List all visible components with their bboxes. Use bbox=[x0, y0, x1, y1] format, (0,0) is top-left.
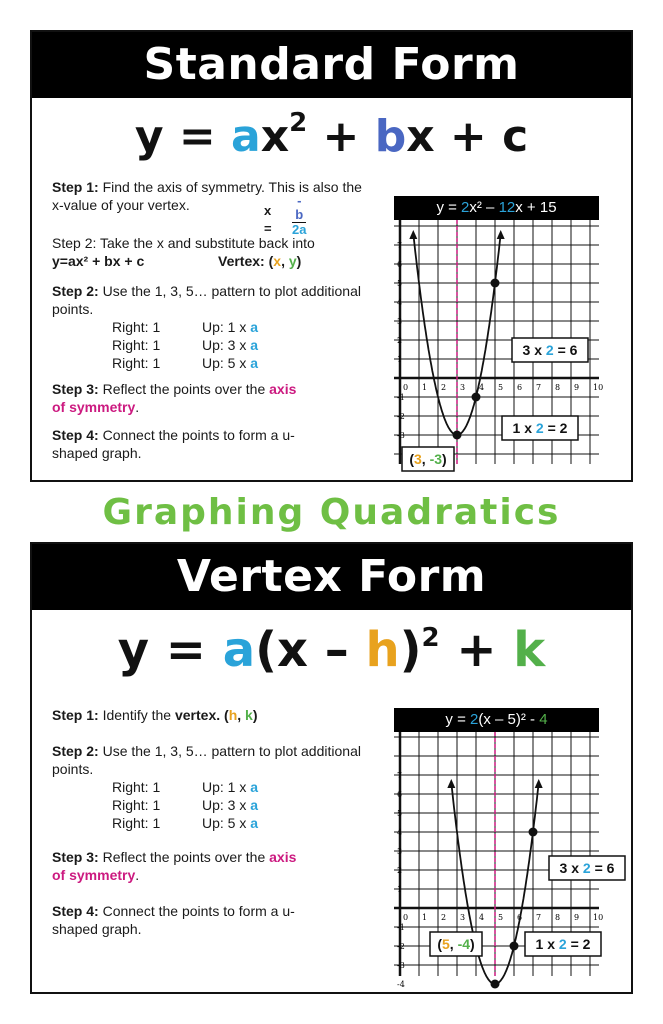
y-tick-label: 7 bbox=[397, 771, 403, 780]
aos-fraction: $\frac{-b}{2a}$ bbox=[292, 193, 307, 237]
annotation-step-1 bbox=[525, 932, 601, 956]
plotted-point bbox=[529, 828, 538, 837]
step3: Step 3: Reflect the points over the axis of symmetry. bbox=[52, 849, 297, 883]
y-tick-label: 1 bbox=[397, 885, 403, 894]
annotation-step-3-text: 3 x 2 = 6 bbox=[559, 860, 615, 876]
x-tick-label: 1 bbox=[422, 383, 428, 392]
y-tick-label: 3 bbox=[397, 317, 403, 326]
x-tick-label: 8 bbox=[555, 383, 561, 392]
y-tick-label: -3 bbox=[397, 961, 405, 970]
annotation-step-3-text: 3 x 2 = 6 bbox=[522, 342, 578, 358]
plotted-point bbox=[491, 980, 500, 989]
pattern-row: Right: 1 Up: 3 x a bbox=[112, 337, 259, 353]
pattern-row: Right: 1 Up: 5 x a bbox=[112, 815, 259, 831]
y-tick-label: -1 bbox=[397, 393, 405, 402]
aos-lhs: x = bbox=[264, 203, 272, 236]
step4: Step 4: Connect the points to form a u-shaped graph. bbox=[52, 903, 295, 937]
x-tick-label: 6 bbox=[517, 383, 523, 392]
pattern-list bbox=[112, 778, 259, 832]
x-tick-label: 10 bbox=[593, 913, 604, 922]
y-tick-label: 5 bbox=[397, 279, 403, 288]
y-tick-label: 2 bbox=[397, 336, 403, 345]
x-tick-label: 6 bbox=[517, 913, 523, 922]
x-tick-label: 1 bbox=[422, 913, 428, 922]
standard-graph bbox=[394, 220, 604, 467]
x-tick-label: 8 bbox=[555, 913, 561, 922]
x-tick-label: 2 bbox=[441, 913, 447, 922]
x-tick-label: 7 bbox=[536, 383, 542, 392]
y-tick-label: 1 bbox=[397, 355, 403, 364]
annotation-step-1-text: 1 x 2 = 2 bbox=[535, 936, 591, 952]
x-tick-label: 5 bbox=[498, 383, 504, 392]
y-tick-label: 4 bbox=[397, 828, 403, 837]
y-tick-label: -3 bbox=[397, 431, 405, 440]
y-tick-label: 3 bbox=[397, 847, 403, 856]
y-tick-label: 4 bbox=[397, 298, 403, 307]
pattern-row: Right: 1 Up: 3 x a bbox=[112, 797, 259, 813]
x-tick-label: 0 bbox=[403, 383, 409, 392]
y-tick-label: 7 bbox=[397, 241, 403, 250]
pattern-row: Right: 1 Up: 5 x a bbox=[112, 355, 259, 371]
vertex-form-card bbox=[30, 542, 633, 994]
vertex-graph bbox=[394, 732, 615, 989]
annotation-step-3 bbox=[512, 338, 588, 362]
x-tick-label: 2 bbox=[441, 383, 447, 392]
y-tick-label: -1 bbox=[397, 923, 405, 932]
step1: Step 1: Identify the vertex. (h, k) bbox=[52, 707, 258, 723]
plotted-point bbox=[453, 431, 462, 440]
x-tick-label: 10 bbox=[593, 383, 604, 392]
arrow-tip bbox=[497, 230, 505, 239]
y-tick-label: -4 bbox=[397, 980, 405, 989]
x-tick-label: 9 bbox=[574, 383, 580, 392]
y-tick-label: 5 bbox=[397, 809, 403, 818]
x-tick-label: 4 bbox=[479, 383, 485, 392]
annotation-step-1 bbox=[502, 416, 578, 440]
annotation-step-1-text: 1 x 2 = 2 bbox=[512, 420, 568, 436]
step3: Step 3: Reflect the points over the axis of symmetry. bbox=[52, 381, 297, 415]
vertex-label-text: (3, -3) bbox=[409, 451, 447, 467]
x-tick-label: 4 bbox=[479, 913, 485, 922]
plotted-point bbox=[472, 393, 481, 402]
x-tick-label: 9 bbox=[574, 913, 580, 922]
vertex-label bbox=[430, 932, 482, 956]
step1: Step 1: Find the axis of symmetry. This is also the x-value of your vertex. bbox=[52, 179, 362, 213]
vertex-form-formula: y = a(x – h)$^2$ + k bbox=[117, 622, 546, 678]
arrow-tip bbox=[535, 779, 543, 788]
step2: Step 2: Use the 1, 3, 5… pattern to plot additional points. bbox=[52, 283, 361, 317]
standard-form-formula: $y = ax^2$ + bx + c bbox=[134, 108, 529, 162]
arrow-tip bbox=[409, 230, 417, 239]
vertex-form-banner: Vertex Form bbox=[32, 544, 631, 610]
x-tick-label: 3 bbox=[460, 913, 466, 922]
pattern-row: Right: 1 Up: 1 x a bbox=[112, 779, 259, 795]
y-tick-label: -2 bbox=[397, 412, 405, 421]
vertex-label-text: (5, -4) bbox=[437, 936, 475, 952]
plotted-point bbox=[510, 942, 519, 951]
x-tick-label: 5 bbox=[498, 913, 504, 922]
standard-form-card bbox=[30, 30, 633, 482]
graphing-quadratics-title: Graphing Quadratics bbox=[102, 492, 561, 533]
plotted-point bbox=[491, 279, 500, 288]
annotation-step-3 bbox=[549, 856, 625, 880]
pattern-row: Right: 1 Up: 1 x a bbox=[112, 319, 259, 335]
standard-form-banner: Standard Form bbox=[32, 32, 631, 98]
y-tick-label: 6 bbox=[397, 790, 403, 799]
x-tick-label: 3 bbox=[460, 383, 466, 392]
y-tick-label: 6 bbox=[397, 260, 403, 269]
y-tick-label: 2 bbox=[397, 866, 403, 875]
vertex-label bbox=[402, 447, 454, 471]
pattern-list bbox=[112, 318, 259, 372]
arrow-tip bbox=[447, 779, 455, 788]
standard-graph-header: y = 2x² – 12x + 15 bbox=[394, 196, 599, 220]
step2a: Step 2: Take the x and substitute back into y=ax² + bx + c Vertex: (x, y) bbox=[52, 235, 315, 269]
x-tick-label: 0 bbox=[403, 913, 409, 922]
step4: Step 4: Connect the points to form a u-shaped graph. bbox=[52, 427, 295, 461]
vertex-graph-header: y = 2(x – 5)² - 4 bbox=[394, 708, 599, 732]
step2: Step 2: Use the 1, 3, 5… pattern to plot additional points. bbox=[52, 743, 361, 777]
x-tick-label: 7 bbox=[536, 913, 542, 922]
y-tick-label: -2 bbox=[397, 942, 405, 951]
